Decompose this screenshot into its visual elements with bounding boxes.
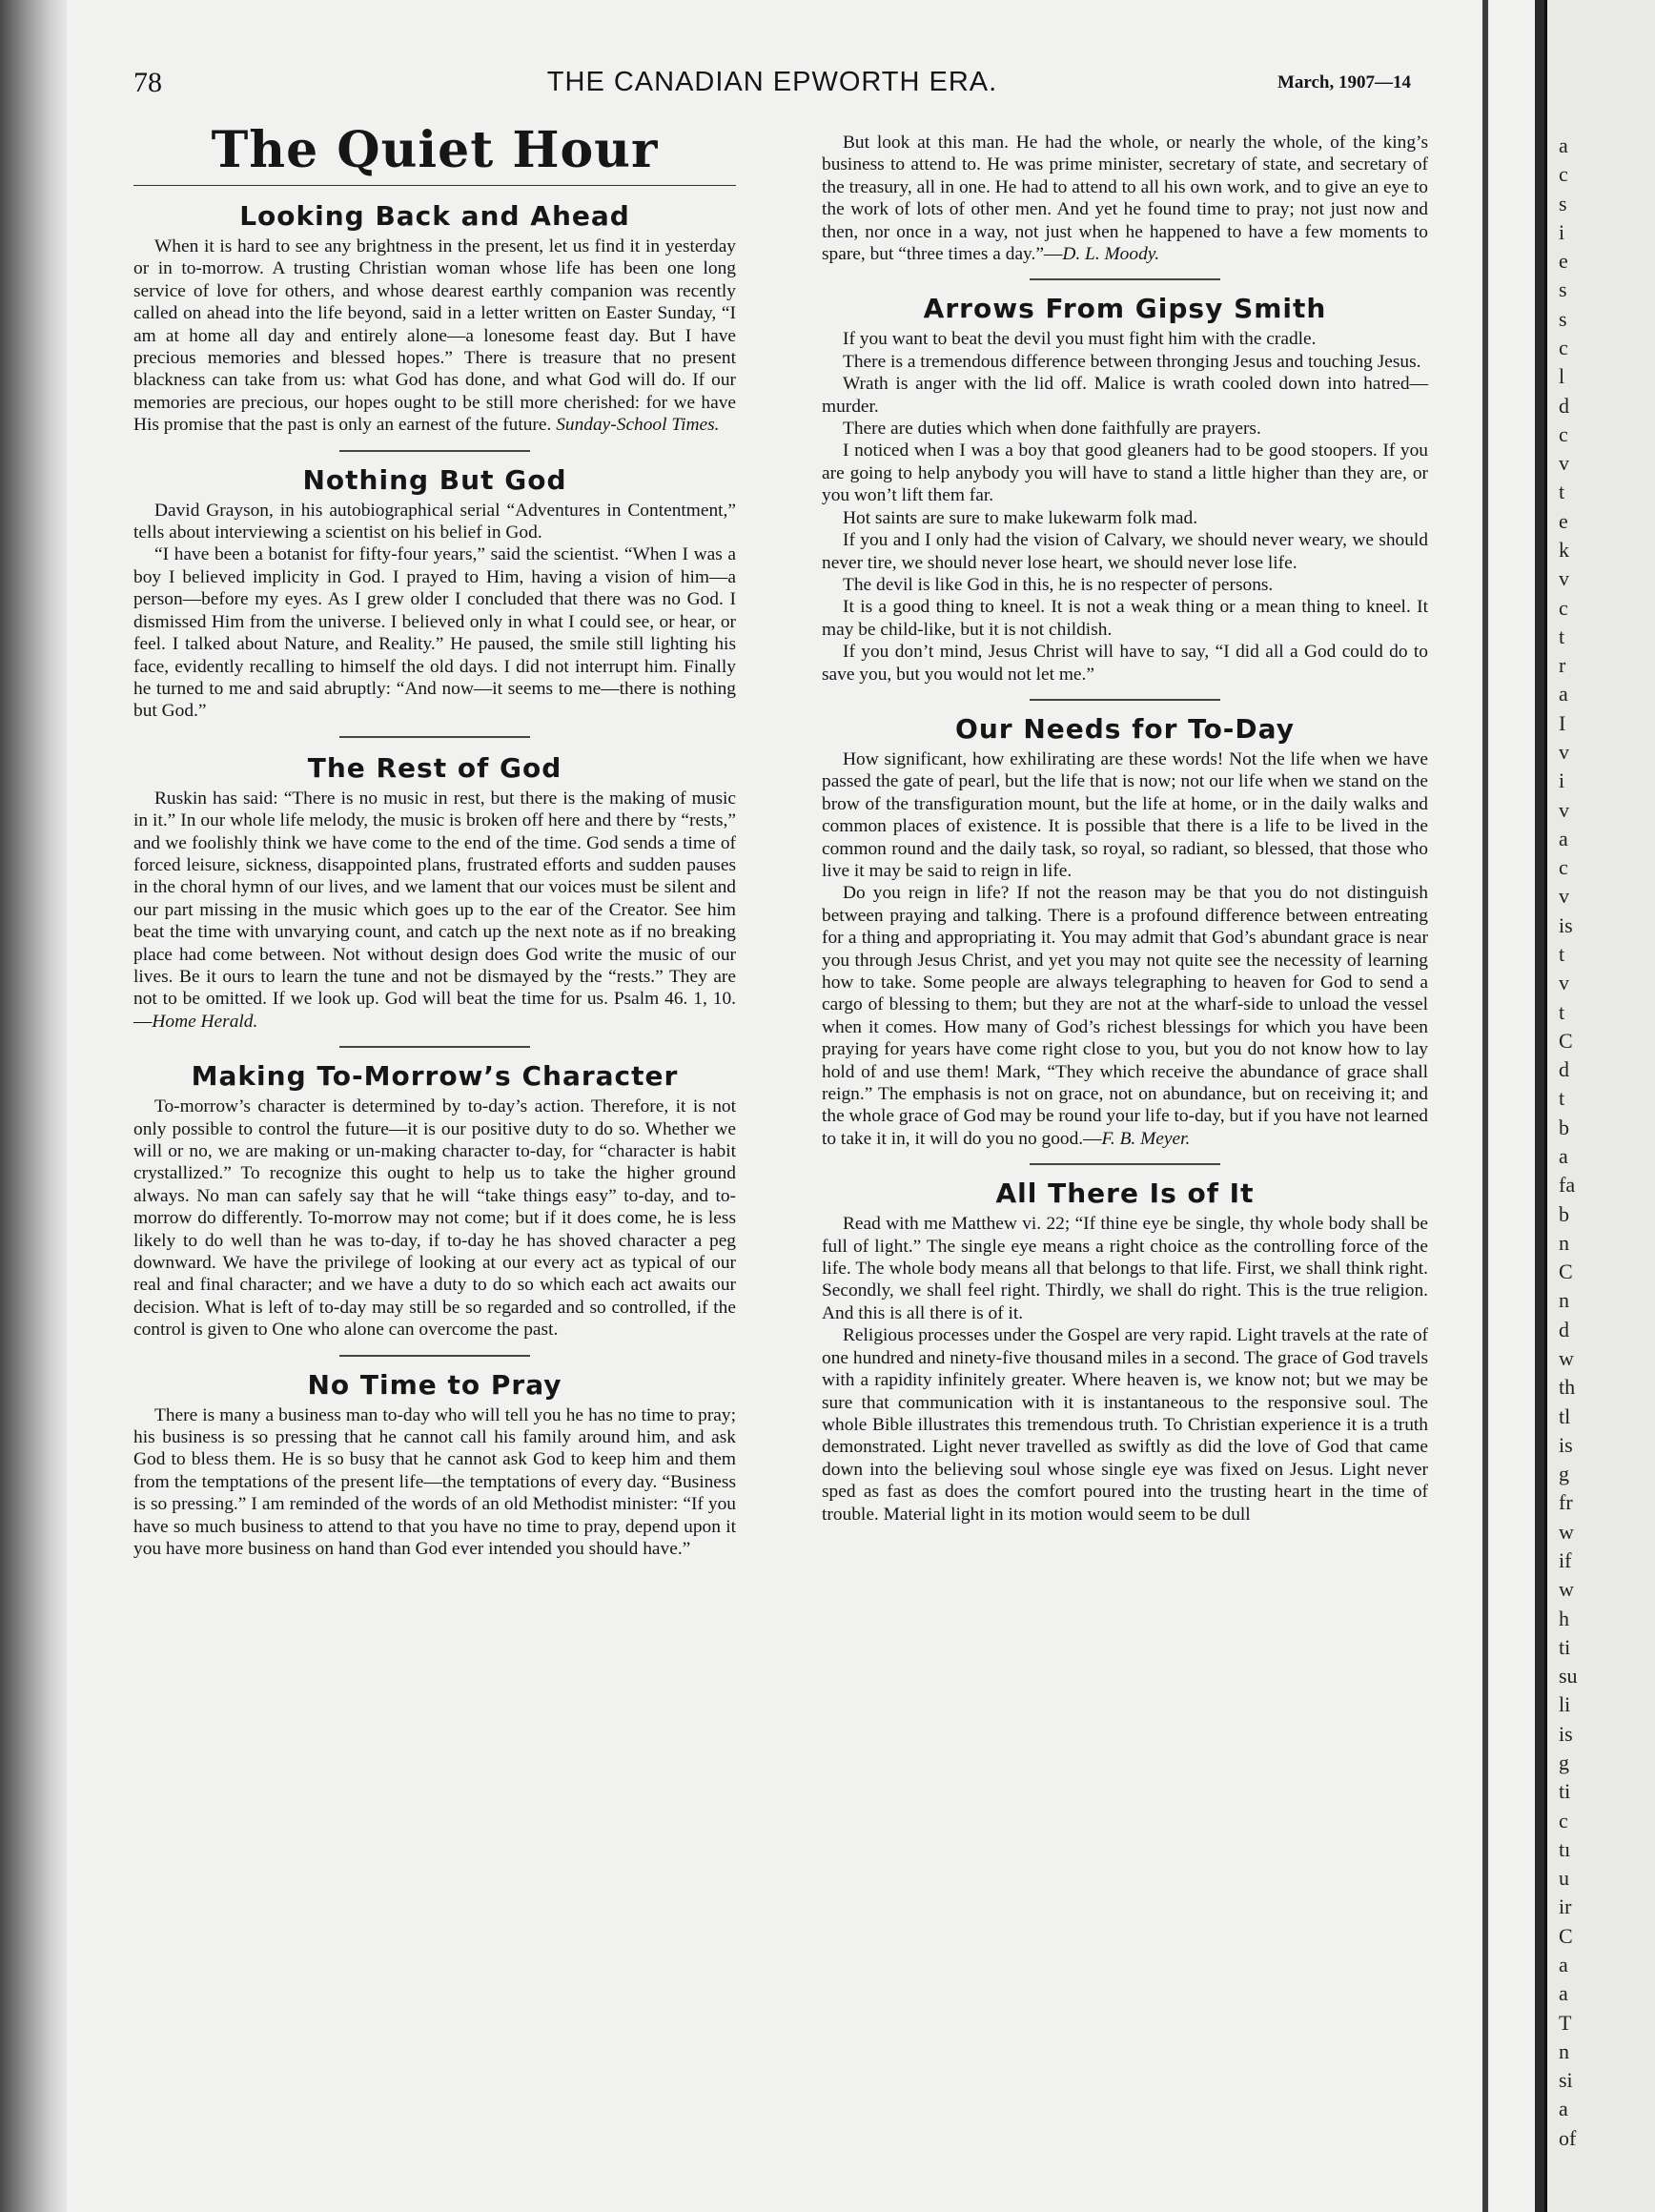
facing-page-fragment: is xyxy=(1559,913,1573,937)
facing-page-fragment: n xyxy=(1559,1231,1569,1255)
left-column xyxy=(133,122,736,1561)
facing-page-fragment: t xyxy=(1559,1000,1565,1024)
facing-page-fragment: ti xyxy=(1559,1779,1571,1803)
facing-page-fragment: g xyxy=(1559,1751,1569,1774)
facing-page-fragment: th xyxy=(1559,1375,1576,1399)
section-title-looking-back: Looking Back and Ahead xyxy=(239,200,630,232)
article-paragraph: Read with me Matthew vi. 22; “If thine eye be single, thy whole body shall be full of light.” The single eye means a right choice as the controlling force of the life. The whole body means all that belongs to that life. First, we shall think right. Secondly, we shall feel right. Thirdly, we shall do right. This is the true religion. And this is all there is of it. xyxy=(822,1214,1428,1323)
section-title-our-needs-for-today: Our Needs for To-Day xyxy=(955,712,1295,745)
section-title-making-tomorrows-character: Making To-Morrow’s Character xyxy=(191,1060,679,1093)
facing-page-edge xyxy=(1544,0,1655,2212)
facing-page-fragment: c xyxy=(1559,422,1568,446)
facing-page-fragment: tı xyxy=(1559,1837,1571,1861)
facing-page-fragment: i xyxy=(1559,768,1565,792)
facing-page-fragment: t xyxy=(1559,625,1565,648)
facing-page-fragment: t xyxy=(1559,1086,1565,1110)
section-divider xyxy=(339,450,530,452)
article-paragraph: David Grayson, in his autobiographical serial “Adventures in Contentment,” tells about interviewing a scientist on his belief in God. xyxy=(133,500,736,543)
facing-page-fragment: v xyxy=(1559,798,1569,822)
facing-page-fragment: a xyxy=(1559,827,1568,850)
facing-page-fragment: n xyxy=(1559,2039,1569,2063)
facing-page-fragment: h xyxy=(1559,1607,1569,1630)
article-paragraph: “I have been a botanist for fifty-four years,” said the scientist. “When I was a boy I believed implicity in God. I prayed to Him, having a vision of him—a person—before my eyes. As I grew older I concluded that there was no God. I dismissed Him from the universe. I believed only in what I could see, or hear, or feel. I talked about Nature, and Reality.” He paused, the smile still lighting his face, evidently recalling to himself the old days. I did not interrupt him. Finally he turned to me and said abruptly: “And now—it seems to me—there is nothing but God.” xyxy=(133,544,736,722)
facing-page-fragment: su xyxy=(1559,1664,1578,1688)
section-title-nothing-but-god: Nothing But God xyxy=(302,463,567,496)
section-divider xyxy=(339,1046,530,1048)
section-title-all-there-is-of-it: All There Is of It xyxy=(995,1178,1255,1210)
saying: There are duties which when done faithfully are prayers. xyxy=(843,419,1261,440)
facing-page-fragment: s xyxy=(1559,277,1567,301)
facing-page-fragment: n xyxy=(1559,1288,1569,1312)
facing-page-fragment: v xyxy=(1559,451,1569,475)
facing-page-fragment: d xyxy=(1559,1057,1569,1081)
saying: If you want to beat the devil you must fight him with the cradle. xyxy=(843,329,1317,350)
facing-page-fragment: a xyxy=(1559,1981,1568,2005)
facing-page-fragment: l xyxy=(1559,364,1565,388)
section-divider xyxy=(1030,1163,1220,1165)
facing-page-fragment: ti xyxy=(1559,1635,1571,1659)
section-divider xyxy=(339,1355,530,1357)
saying: If you and I only had the vision of Calvary, we should never weary, we should never tire, we should never lose heart, we should never lose life. xyxy=(822,530,1428,573)
facing-page-fragment: li xyxy=(1559,1692,1571,1716)
issue-date: March, 1907—14 xyxy=(1277,72,1411,92)
facing-page-fragment: e xyxy=(1559,249,1568,273)
facing-page-fragment: v xyxy=(1559,566,1569,590)
byline: F. B. Meyer. xyxy=(1101,1128,1191,1149)
facing-page-fragment: is xyxy=(1559,1722,1573,1746)
facing-page-fragment: si xyxy=(1559,2068,1573,2092)
article-paragraph xyxy=(822,882,1428,1150)
article-paragraph: Religious processes under the Gospel are very rapid. Light travels at the rate of one hundred and ninety-five thousand miles in a second. The grace of God travels with a rapidity infinitely greater. Where heaven is, we know not; but we may be sure that communication with it is instantaneous to the responsive soul. The whole Bible illustrates this tremendous truth. To Christian experience it is a truth demonstrated. Light never travelled as swiftly as did the love of God that came down into the believing soul whose single eye was fixed on Jesus. Light never sped as fast as does the comfort poured into the trusting heart in the time of trouble. Material light in its motion would seem to be dull xyxy=(822,1325,1428,1525)
article-paragraph xyxy=(133,788,736,1033)
page-header xyxy=(133,67,1411,105)
main-title: The Quiet Hour xyxy=(133,122,736,186)
facing-page-fragment: a xyxy=(1559,1144,1568,1168)
saying: The devil is like God in this, he is no respecter of persons. xyxy=(843,574,1274,595)
facing-page-fragment: v xyxy=(1559,740,1569,764)
facing-page-fragment: tl xyxy=(1559,1404,1571,1428)
facing-page-fragment: g xyxy=(1559,1462,1569,1485)
facing-page-fragment: b xyxy=(1559,1202,1569,1226)
saying: It is a good thing to kneel. It is not a weak thing or a mean thing to kneel. It may be child-like, but it is not childish. xyxy=(822,597,1428,640)
paragraph-text: But look at this man. He had the whole, or nearly the whole, of the king’s business to attend to. He was prime minister, secretary of state, and secretary of the treasury, all in one. He had to attend to all his own work, and to give an eye to the work of lots of other men. And yet he found time to pray; not just now and then, nor once in a way, not just when he happened to have a few moments to spare, but “three times a day.”— xyxy=(822,133,1428,265)
facing-page-fragment: C xyxy=(1559,1924,1573,1948)
saying: There is a tremendous difference between thronging Jesus and touching Jesus. xyxy=(843,351,1421,372)
article-paragraph xyxy=(133,236,736,437)
saying: I noticed when I was a boy that good gleaners had to be good stoopers. If you are going to help anybody you will have to stand a little higher than they are, or you won’t lift them far. xyxy=(822,440,1428,506)
facing-page-fragment: w xyxy=(1559,1577,1574,1601)
facing-page-fragment: t xyxy=(1559,942,1565,966)
facing-page-fragment: d xyxy=(1559,1318,1569,1342)
facing-page-fragment: a xyxy=(1559,2097,1568,2120)
book-spine xyxy=(0,0,67,2212)
facing-page-fragment: i xyxy=(1559,220,1565,244)
byline: Home Herald. xyxy=(152,1011,258,1032)
facing-page-fragment: s xyxy=(1559,307,1567,331)
facing-page-fragment: ir xyxy=(1559,1895,1572,1918)
facing-page-fragment: a xyxy=(1559,1953,1568,1976)
facing-page-fragment: t xyxy=(1559,480,1565,503)
facing-page-fragment: T xyxy=(1559,2011,1572,2035)
section-divider xyxy=(1030,699,1220,701)
article-paragraph: How significant, how exhilirating are these words! Not the life when we have passed the gate of pearl, but the life that is now; not our life when we stand on the brow of the transfiguration mount, but the life at home, or in the daily walks and common places of existence. It is possible that there is a life to be lived in the common round and the daily task, so royal, so radiant, so blessed, that those who live it may be said to reign in life. xyxy=(822,748,1428,881)
paragraph-text: When it is hard to see any brightness in the present, let us find it in yesterday or in to-morrow. A trusting Christian woman whose life has been one long service of love for others, and whose dearest earthly companion was recently called on ahead into the life beyond, said in a letter written on Easter Sunday, “I am at home all day and entirely alone—a lonesome feast day. But I have precious memories and blessed hopes.” There is treasure that no present blackness can take from us: what God has done, and what God will do. If our memories are precious, our hopes ought to be still more cherished: for we have His promise that the past is only an earnest of the future. xyxy=(133,236,736,436)
facing-page-fragment: C xyxy=(1559,1260,1573,1283)
facing-page-fragment: u xyxy=(1559,1866,1569,1890)
saying: Hot saints are sure to make lukewarm folk mad. xyxy=(843,507,1198,528)
byline: D. L. Moody. xyxy=(1062,244,1160,265)
facing-page-fragment: c xyxy=(1559,1809,1568,1833)
byline: Sunday-School Times. xyxy=(556,415,720,436)
facing-page-fragment: c xyxy=(1559,162,1568,186)
facing-page-fragment: is xyxy=(1559,1433,1573,1457)
facing-page-fragment: fr xyxy=(1559,1490,1573,1514)
facing-page-fragment: I xyxy=(1559,711,1566,735)
facing-page-fragment: b xyxy=(1559,1116,1569,1139)
right-column xyxy=(822,132,1428,1526)
section-title-no-time-to-pray: No Time to Pray xyxy=(307,1368,562,1401)
paragraph-text: Ruskin has said: “There is no music in rest, but there is the making of music in it.” In our whole life melody, the music is broken off here and there by “rests,” and we foolishly think we have come to the end of the time. God sends a time of forced leisure, sickness, disappointed plans, frustrated efforts and sudden pauses in the choral hymn of our lives, and we lament that our voices must be silent and our part missing in the music which goes up to the ear of the Creator. See him beat the time with unvarying count, and catch up the next note as if no breaking place had come between. Not without design does God write the music of our lives. Be it ours to learn the tune and not be dismayed by the “rests.” They are not to be omitted. If we look up. God will beat the time for us. Psalm 46. 1, 10.— xyxy=(133,788,736,1032)
paragraph-text: Do you reign in life? If not the reason may be that you do not distinguish between praying and talking. There is a profound difference between entreating for a thing and appropriating it. You may admit that God’s abundant grace is near you through Jesus Christ, and yet you may not quite see the necessity of learning how to take. Some people are always telegraphing to heaven for God to send a cargo of blessing to them; but they are not at the wharf-side to unload the vessel when it comes. How many of God’s richest blessings for which you have been praying for years have come right close to you, but you do not know how to lay hold of and use them! Mark, “They which receive the abundance of grace shall reign.” The emphasis is not on grace, not on abundance, but on receiving it; and the whole grace of God may be round your life to-day, but if you have not learned to take it in, it will do you no good.— xyxy=(822,883,1428,1149)
facing-page-fragment: r xyxy=(1559,653,1566,677)
section-divider xyxy=(339,736,530,738)
article-paragraph: There is many a business man to-day who will tell you he has no time to pray; his business is so pressing that he cannot call his family around him, and ask God to bless them. He is so busy that he cannot ask God to keep him and them from the temptations of the present life—the temptations of every day. “Business is so pressing.” I am reminded of the words of an old Methodist minister: “If you have so much business to attend to that you have no time to pray, depend upon it you have more business on hand than God ever intended you should have.” xyxy=(133,1404,736,1560)
facing-page-fragment: c xyxy=(1559,596,1568,620)
saying: Wrath is anger with the lid off. Malice is wrath cooled down into hatred—murder. xyxy=(822,374,1428,417)
facing-page-fragment: w xyxy=(1559,1346,1574,1370)
facing-page-fragment: v xyxy=(1559,971,1569,994)
facing-page-fragment: w xyxy=(1559,1520,1574,1544)
facing-page-fragment: a xyxy=(1559,133,1568,157)
facing-page-fragment: e xyxy=(1559,509,1568,533)
facing-page-fragment: fa xyxy=(1559,1173,1576,1197)
facing-page-fragment: of xyxy=(1559,2126,1577,2150)
article-paragraph xyxy=(822,132,1428,265)
section-divider xyxy=(1030,278,1220,280)
facing-page-fragment: k xyxy=(1559,538,1569,562)
page-gutter xyxy=(1482,0,1488,2212)
article-paragraph: To-morrow’s character is determined by to-day’s action. Therefore, it is not only possible to control the future—it is our positive duty to do so. Whether we will or no, we are making or un-making character to-day, for “character is habit crystallized.” To recognize this ought to help us to take the higher ground always. No man can safely say that he will “take things easy” to-day, and to-morrow do differently. To-morrow may not come; but if it does come, he is less likely to do well than he was to-day, if to-day he has shoved character a peg downward. We have the privilege of looking at our every act as typical of our real and final character; and we have a duty to do so which each act awaits our decision. What is left of to-day may still be so regarded and so controlled, if the control is given to One who alone can overcome the past. xyxy=(133,1096,736,1341)
saying: If you don’t mind, Jesus Christ will have to say, “I did all a God could do to save you, but you would not let me.” xyxy=(822,642,1428,685)
facing-page-fragment: c xyxy=(1559,855,1568,879)
section-title-rest-of-god: The Rest of God xyxy=(307,751,562,784)
facing-page-fragment: d xyxy=(1559,394,1569,418)
facing-page-fragment: c xyxy=(1559,336,1568,359)
facing-page-fragment: a xyxy=(1559,682,1568,706)
page-number: 78 xyxy=(133,67,162,98)
facing-page-fragment: v xyxy=(1559,884,1569,908)
section-title-arrows-from-gipsy-smith: Arrows From Gipsy Smith xyxy=(923,293,1327,325)
facing-page-fragment: if xyxy=(1559,1548,1572,1572)
sayings-list xyxy=(822,328,1428,686)
facing-page-fragment: s xyxy=(1559,192,1567,215)
running-title: THE CANADIAN EPWORTH ERA. xyxy=(546,67,998,97)
facing-page-fragment: C xyxy=(1559,1029,1573,1053)
